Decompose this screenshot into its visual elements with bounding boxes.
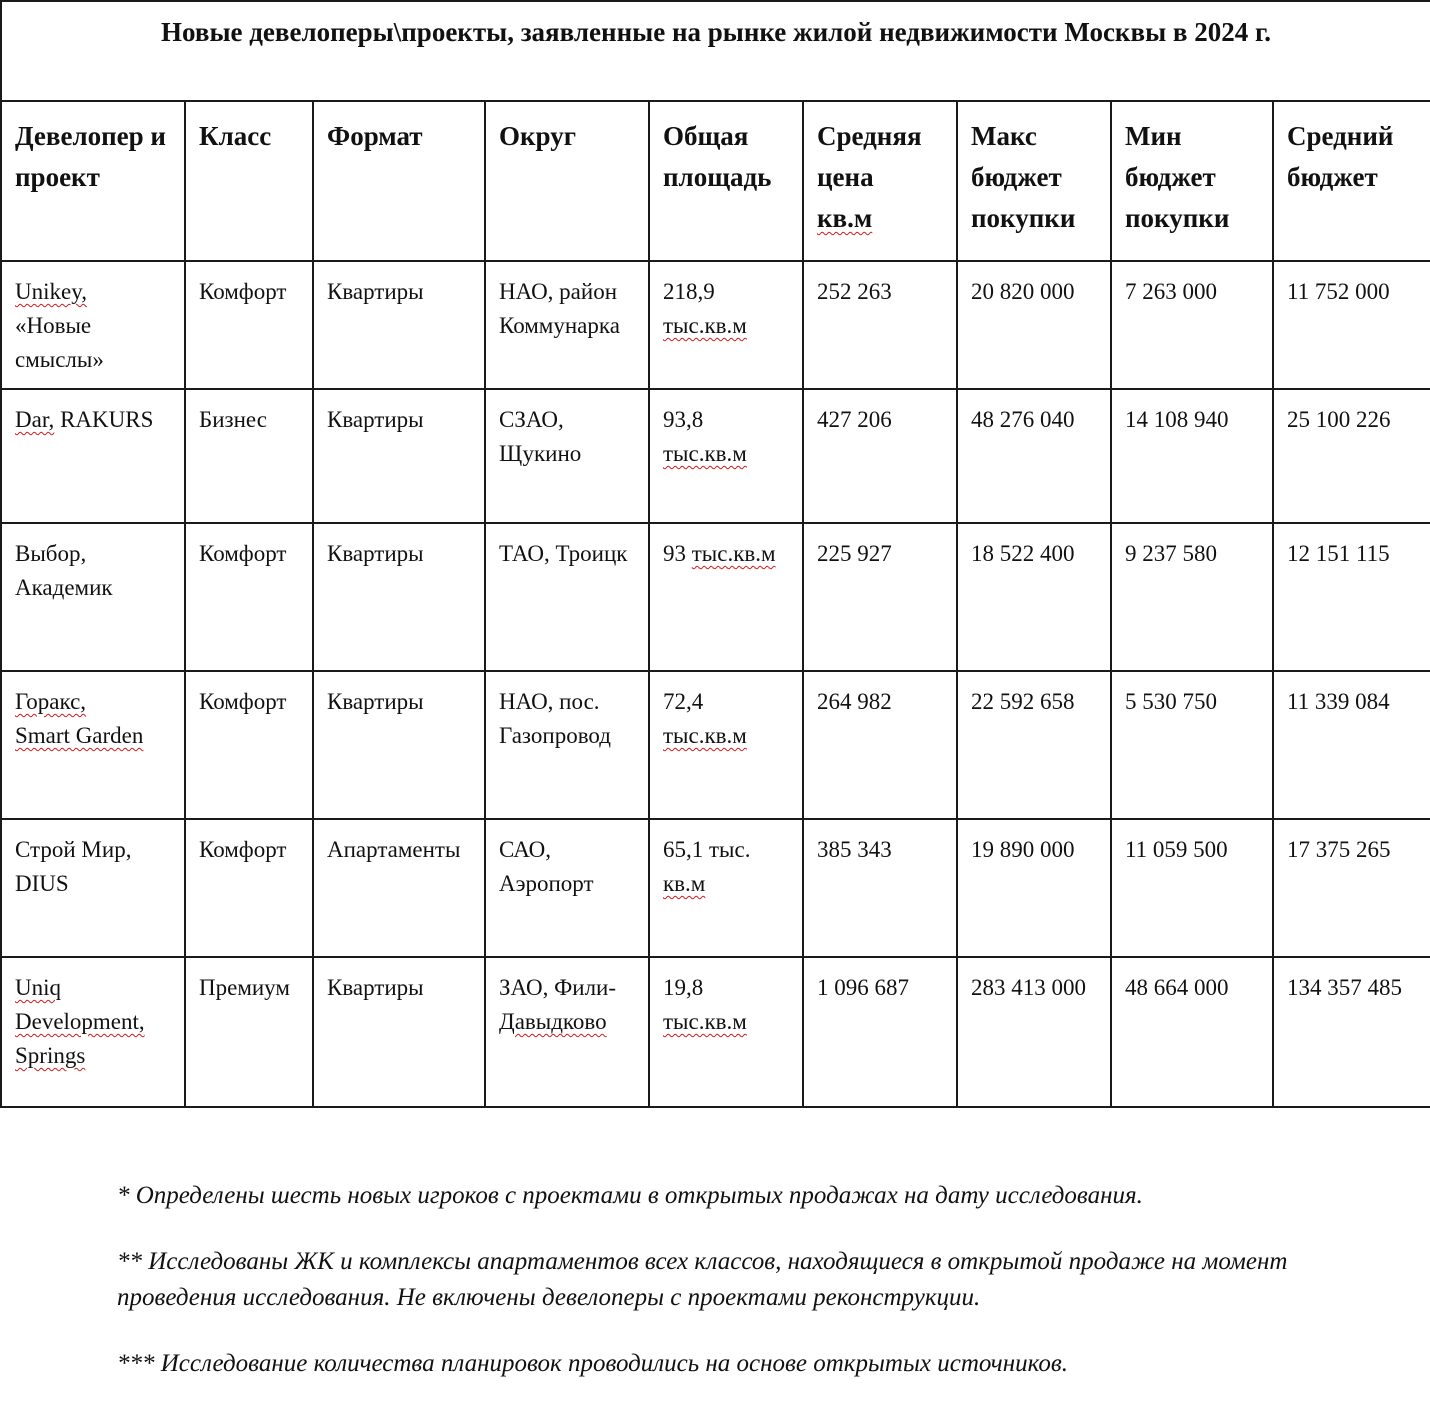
table-row <box>1 957 1430 1107</box>
cell-max-budget: 22 592 658 <box>957 671 1111 819</box>
cell-district: ТАО, Троицк <box>485 523 649 671</box>
project-name: Smart Garden <box>15 723 144 748</box>
footnote-1: * Определены шесть новых игроков с проектами в открытых продажах на дату исследования. <box>117 1182 1143 1209</box>
cell-min-budget: 48 664 000 <box>1111 957 1273 1107</box>
cell-district: СЗАО, Щукино <box>485 389 649 523</box>
cell-avg-price: 264 982 <box>803 671 957 819</box>
header-area: Общая площадь <box>649 101 803 261</box>
header-district: Округ <box>485 101 649 261</box>
cell-avg-price: 225 927 <box>803 523 957 671</box>
cell-max-budget: 19 890 000 <box>957 819 1111 957</box>
header-avg-budget: Средний бюджет <box>1273 101 1430 261</box>
cell-min-budget: 5 530 750 <box>1111 671 1273 819</box>
table-title-cell <box>1 1 1430 101</box>
footnotes <box>117 1178 1357 1412</box>
cell-class: Бизнес <box>185 389 313 523</box>
table-title: Новые девелоперы\проекты, заявленные на рынке жилой недвижимости Москвы в 2024 г. <box>161 17 1271 47</box>
cell-class: Комфорт <box>185 819 313 957</box>
header-class: Класс <box>185 101 313 261</box>
cell-area <box>649 523 803 671</box>
area-unit: тыс.кв.м <box>663 441 747 466</box>
area-value: 65,1 тыс. <box>663 837 751 862</box>
area-value: 93,8 <box>663 407 704 432</box>
cell-developer <box>1 389 185 523</box>
cell-avg-budget: 11 339 084 <box>1273 671 1430 819</box>
header-avg-price-label: Средняя цена <box>817 121 922 192</box>
cell-developer <box>1 957 185 1107</box>
cell-developer: Строй Мир, DIUS <box>1 819 185 957</box>
project-name: «Новые смыслы» <box>15 313 104 372</box>
cell-avg-price: 1 096 687 <box>803 957 957 1107</box>
cell-area <box>649 389 803 523</box>
cell-min-budget: 9 237 580 <box>1111 523 1273 671</box>
cell-min-budget: 11 059 500 <box>1111 819 1273 957</box>
cell-min-budget: 14 108 940 <box>1111 389 1273 523</box>
cell-format: Квартиры <box>313 389 485 523</box>
header-developer: Девелопер и проект <box>1 101 185 261</box>
area-unit: тыс.кв.м <box>691 541 776 566</box>
project-name: RAKURS <box>60 407 154 432</box>
cell-max-budget: 18 522 400 <box>957 523 1111 671</box>
area-value: 93 <box>663 541 686 566</box>
cell-avg-price: 427 206 <box>803 389 957 523</box>
cell-avg-budget: 12 151 115 <box>1273 523 1430 671</box>
cell-avg-price: 252 263 <box>803 261 957 389</box>
cell-format: Квартиры <box>313 671 485 819</box>
cell-class: Комфорт <box>185 671 313 819</box>
header-avg-price <box>803 101 957 261</box>
developer-name-cont: Development, <box>15 1009 145 1034</box>
developer-name: Unikey, <box>15 279 87 304</box>
area-value: 19,8 <box>663 975 704 1000</box>
cell-min-budget: 7 263 000 <box>1111 261 1273 389</box>
cell-class: Комфорт <box>185 523 313 671</box>
cell-area <box>649 671 803 819</box>
district-name: Давыдково <box>499 1009 607 1034</box>
cell-developer: Выбор, Академик <box>1 523 185 671</box>
cell-area <box>649 957 803 1107</box>
project-name: Springs <box>15 1043 86 1068</box>
cell-avg-price: 385 343 <box>803 819 957 957</box>
cell-area <box>649 261 803 389</box>
area-unit: тыс.кв.м <box>663 313 747 338</box>
footnote-2: ** Исследованы ЖК и комплексы апартаментов всех классов, находящиеся в открытой продаже на момент проведения исследования. Не включены девелоперы с проектами реконструкции. <box>117 1248 1288 1311</box>
cell-max-budget: 283 413 000 <box>957 957 1111 1107</box>
cell-area <box>649 819 803 957</box>
table-row <box>1 389 1430 523</box>
header-max-budget: Макс бюджет покупки <box>957 101 1111 261</box>
cell-district: САО, Аэропорт <box>485 819 649 957</box>
cell-district: НАО, район Коммунарка <box>485 261 649 389</box>
cell-district: НАО, пос. Газопровод <box>485 671 649 819</box>
header-row <box>1 101 1430 261</box>
cell-max-budget: 48 276 040 <box>957 389 1111 523</box>
developer-name: Dar, <box>15 407 55 432</box>
cell-avg-budget: 134 357 485 <box>1273 957 1430 1107</box>
cell-format: Квартиры <box>313 261 485 389</box>
developer-name: Горакс, <box>15 689 87 714</box>
table-row <box>1 819 1430 957</box>
cell-avg-budget: 17 375 265 <box>1273 819 1430 957</box>
area-unit: кв.м <box>663 871 706 896</box>
area-unit: тыс.кв.м <box>663 723 747 748</box>
cell-developer <box>1 671 185 819</box>
cell-format: Апартаменты <box>313 819 485 957</box>
area-value: 72,4 <box>663 689 704 714</box>
header-format: Формат <box>313 101 485 261</box>
footnote-3: *** Исследование количества планировок проводились на основе открытых источников. <box>117 1350 1068 1377</box>
cell-developer <box>1 261 185 389</box>
cell-avg-budget: 25 100 226 <box>1273 389 1430 523</box>
title-row <box>1 1 1430 101</box>
header-min-budget: Мин бюджет покупки <box>1111 101 1273 261</box>
table-row <box>1 671 1430 819</box>
cell-max-budget: 20 820 000 <box>957 261 1111 389</box>
area-value: 218,9 <box>663 279 715 304</box>
cell-avg-budget: 11 752 000 <box>1273 261 1430 389</box>
district-line: ЗАО, Фили- <box>499 975 617 1000</box>
cell-format: Квартиры <box>313 523 485 671</box>
table-row <box>1 261 1430 389</box>
cell-district <box>485 957 649 1107</box>
developer-name: Uniq <box>15 975 61 1000</box>
cell-class: Премиум <box>185 957 313 1107</box>
table-row <box>1 523 1430 671</box>
area-unit: тыс.кв.м <box>663 1009 747 1034</box>
cell-class: Комфорт <box>185 261 313 389</box>
cell-format: Квартиры <box>313 957 485 1107</box>
header-avg-price-unit: кв.м <box>817 203 873 233</box>
